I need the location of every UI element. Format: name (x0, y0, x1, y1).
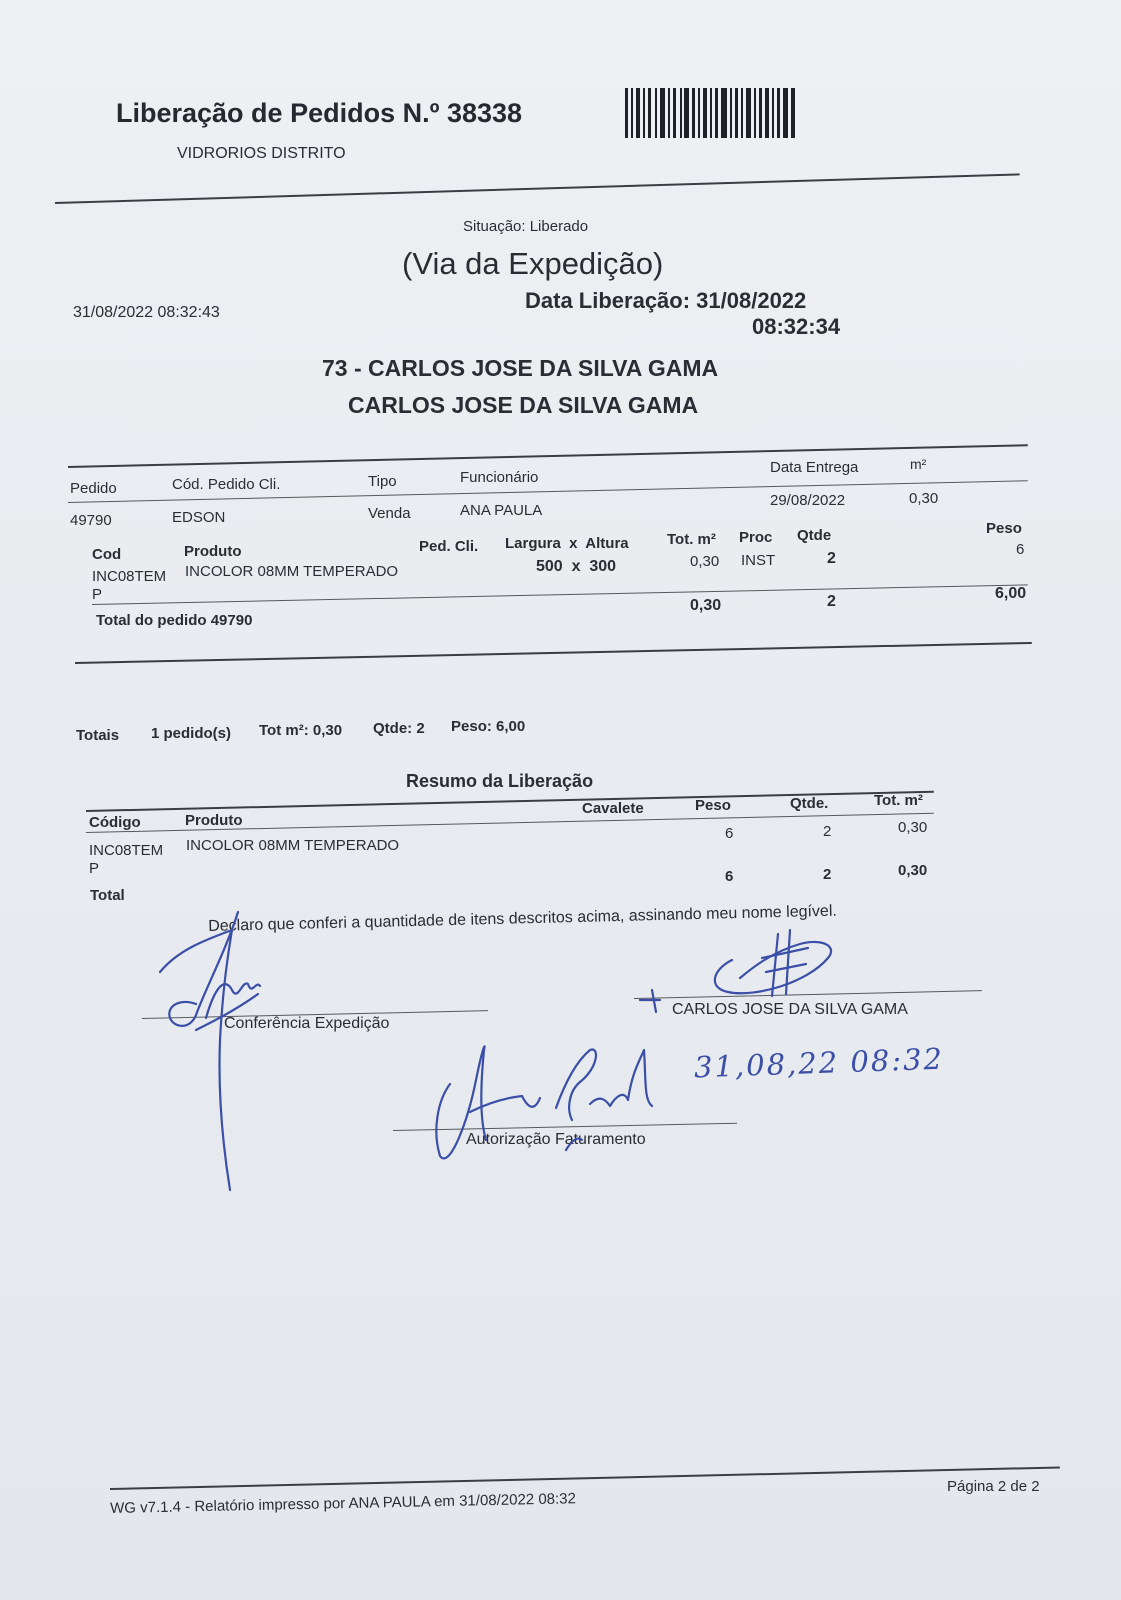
client-sign-line (634, 990, 982, 999)
val-data-entrega: 29/08/2022 (770, 492, 846, 509)
order-total-m2: 0,30 (690, 597, 722, 614)
item-cod-line2: P (92, 586, 103, 603)
company-name: VIDRORIOS DISTRITO (177, 145, 346, 162)
val-funcionario: ANA PAULA (460, 502, 543, 519)
client-code-name: 73 - CARLOS JOSE DA SILVA GAMA (322, 355, 719, 381)
resumo-peso: 6 (725, 825, 734, 842)
autorizacao-sign-line (393, 1123, 737, 1131)
item-tot-m2: 0,30 (690, 553, 720, 570)
totais-peso: Peso: 6,00 (451, 718, 526, 735)
footer-line (110, 1466, 1060, 1490)
printed-datetime: 31/08/2022 08:32:43 (73, 304, 220, 321)
col-data-entrega: Data Entrega (770, 459, 859, 476)
resumo-qtde: 2 (823, 823, 832, 840)
resumo-col-peso: Peso (695, 797, 731, 814)
order-top-line (68, 444, 1028, 468)
client-sign-name: CARLOS JOSE DA SILVA GAMA (672, 1001, 908, 1018)
conferencia-label: Conferência Expedição (224, 1015, 390, 1032)
item-cod-line1: INC08TEM (92, 568, 167, 585)
resumo-col-cavalete: Cavalete (582, 800, 644, 817)
item-col-qtde: Qtde (797, 527, 832, 544)
item-col-largura-altura: Largura x Altura (505, 535, 629, 552)
item-proc: INST (741, 552, 776, 569)
resumo-col-codigo: Código (89, 814, 141, 831)
order-total-label: Total do pedido 49790 (96, 612, 253, 629)
item-peso: 6 (1016, 541, 1025, 558)
resumo-total-m2: 0,30 (898, 862, 928, 879)
order-total-peso: 6,00 (995, 585, 1027, 602)
item-total-line (92, 584, 1028, 605)
resumo-total-qtde: 2 (823, 866, 832, 883)
data-liberacao-time: 08:32:34 (752, 314, 841, 339)
col-pedido: Pedido (70, 480, 117, 497)
order-bottom-line (75, 642, 1032, 664)
header-divider (55, 173, 1020, 204)
data-liberacao: Data Liberação: 31/08/2022 (525, 288, 807, 313)
situacao-status: Situação: Liberado (463, 218, 589, 235)
col-m2: m² (910, 456, 927, 472)
item-col-proc: Proc (739, 529, 773, 546)
col-tipo: Tipo (368, 473, 397, 490)
item-col-cod: Cod (92, 546, 122, 563)
resumo-col-produto: Produto (185, 812, 243, 829)
item-col-ped-cli: Ped. Cli. (419, 538, 479, 555)
footer-printed-by: WG v7.1.4 - Relatório impresso por ANA PAULA em 31/08/2022 08:32 (110, 1490, 577, 1517)
handwritten-date: 31,08,22 08:32 (693, 1041, 945, 1085)
resumo-total-peso: 6 (725, 868, 734, 885)
resumo-total-label: Total (90, 887, 125, 904)
totais-qtde: Qtde: 2 (373, 720, 425, 737)
col-cod-pedido-cli: Cód. Pedido Cli. (172, 476, 281, 493)
resumo-col-tot-m2: Tot. m² (874, 792, 923, 809)
autorizacao-label: Autorização Faturamento (466, 1131, 646, 1148)
client-name: CARLOS JOSE DA SILVA GAMA (348, 392, 699, 418)
item-col-produto: Produto (184, 543, 242, 560)
barcode (625, 88, 795, 138)
declaration-text: Declaro que conferi a quantidade de itens descritos acima, assinando meu nome legível. (208, 902, 838, 935)
resumo-title: Resumo da Liberação (406, 771, 594, 791)
val-tipo: Venda (368, 505, 411, 522)
col-funcionario: Funcionário (460, 469, 539, 486)
resumo-codigo-line1: INC08TEM (89, 842, 164, 859)
item-qtde: 2 (827, 550, 836, 567)
totais-label: Totais (76, 727, 120, 744)
val-cod-pedido-cli: EDSON (172, 509, 226, 526)
footer-page: Página 2 de 2 (947, 1478, 1040, 1495)
via-label: (Via da Expedição) (402, 246, 664, 281)
item-dimensions: 500 x 300 (536, 558, 617, 575)
item-col-tot-m2: Tot. m² (667, 531, 716, 548)
item-produto: INCOLOR 08MM TEMPERADO (185, 563, 399, 580)
resumo-col-qtde: Qtde. (790, 795, 829, 812)
document-title: Liberação de Pedidos N.º 38338 (116, 98, 523, 128)
val-pedido: 49790 (70, 512, 112, 529)
resumo-codigo-line2: P (89, 860, 100, 877)
order-total-qtde: 2 (827, 593, 836, 610)
item-col-peso: Peso (986, 520, 1022, 537)
totais-tot-m2: Tot m²: 0,30 (259, 722, 343, 739)
val-m2: 0,30 (909, 490, 939, 507)
totais-pedidos: 1 pedido(s) (151, 725, 232, 742)
resumo-tot-m2: 0,30 (898, 819, 928, 836)
resumo-produto: INCOLOR 08MM TEMPERADO (186, 837, 400, 854)
